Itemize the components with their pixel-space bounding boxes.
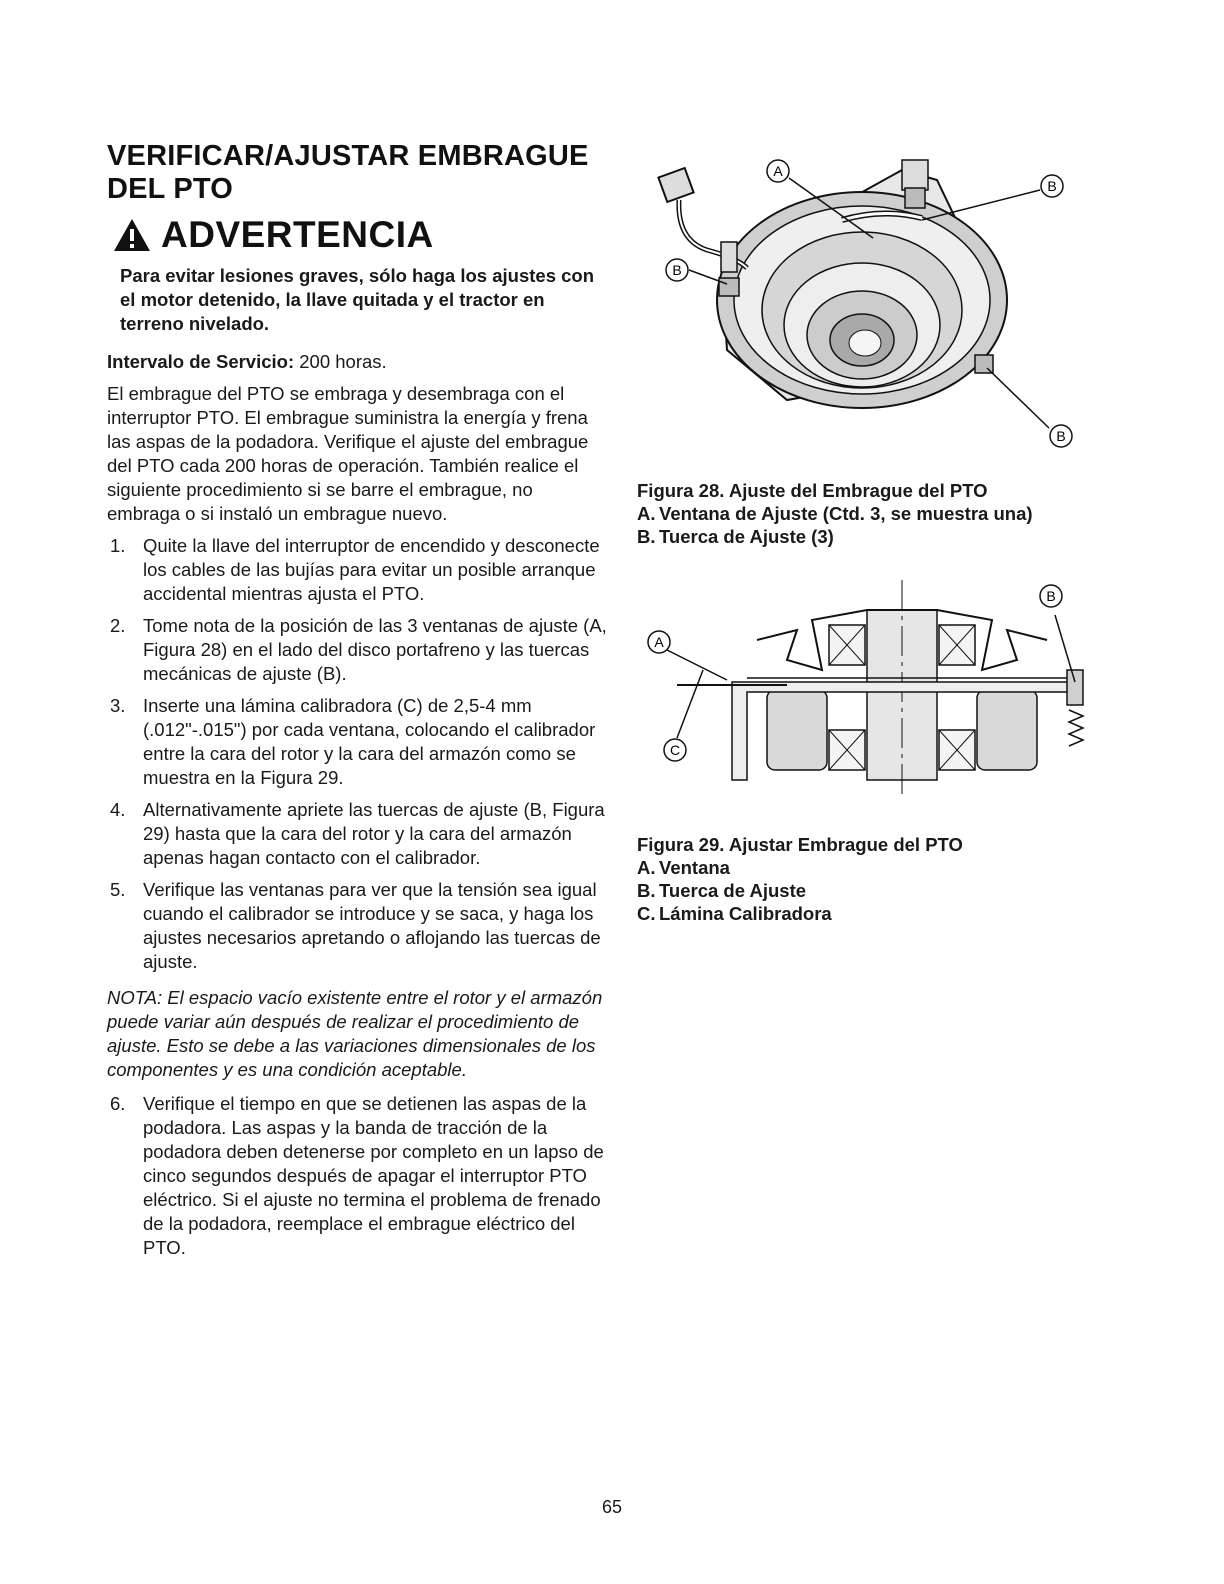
page-number: 65 xyxy=(601,1497,623,1517)
warning-title: ADVERTENCIA xyxy=(161,214,434,255)
note-paragraph: NOTA: El espacio vacío existente entre el rotor y el armazón puede variar aún después de realizar el procedimiento de ajuste. Esto se debe a las variaciones dimensionales de los componentes y es una condición aceptable. xyxy=(107,987,603,1080)
list-item xyxy=(107,1092,607,1260)
step-text: Quite la llave del interruptor de encendido y desconecte los cables de las bujías para evitar un posible arranque accidental mientras ajusta el PTO. xyxy=(143,535,600,604)
step-number: 1. xyxy=(110,535,126,556)
caption-text: Ventana xyxy=(659,857,730,878)
clutch-illustration xyxy=(637,150,1087,470)
caption-item xyxy=(637,856,1117,879)
caption-key: B. xyxy=(637,880,656,901)
step-text: Verifique las ventanas para ver que la tensión sea igual cuando el calibrador se introduce y se saca, y haga los ajustes necesarios apretando o aflojando las tuercas de ajuste. xyxy=(143,879,601,972)
callout-b: B xyxy=(1046,588,1056,604)
list-item xyxy=(107,878,607,974)
figure-28 xyxy=(637,150,1117,548)
figure-29-title: Figura 29. Ajustar Embrague del PTO xyxy=(637,834,963,855)
callout-b: B xyxy=(1056,428,1066,444)
caption-key: A. xyxy=(637,857,656,878)
warning-triangle-icon xyxy=(113,218,151,252)
section-title xyxy=(107,140,607,206)
figure-28-title: Figura 28. Ajuste del Embrague del PTO xyxy=(637,480,988,501)
step-text: Verifique el tiempo en que se detienen las aspas de la podadora. Las aspas y la banda de tracción de la podadora deben detenerse por completo en un lapso de cinco segundos después de apagar el interruptor PTO eléctrico. Si el ajuste no termina el problema de frenado de la podadora, reemplace el embrague eléctrico del PTO. xyxy=(143,1093,604,1258)
step-text: Inserte una lámina calibradora (C) de 2,5-4 mm (.012"-.015") por cada ventana, colocando el calibrador entre la cara del rotor y la cara del armazón como se muestra en la Figura 29. xyxy=(143,695,596,788)
section-title-line1: VERIFICAR/AJUSTAR EMBRAGUE xyxy=(107,140,589,172)
caption-text: Lámina Calibradora xyxy=(659,903,832,924)
caption-key: B. xyxy=(637,526,656,547)
list-item xyxy=(107,534,607,606)
caption-item xyxy=(637,879,1117,902)
warning-header xyxy=(113,214,607,256)
service-interval xyxy=(107,350,607,374)
step-number: 5. xyxy=(110,879,126,900)
callout-b: B xyxy=(672,262,682,278)
step-number: 3. xyxy=(110,695,126,716)
clutch-cross-section xyxy=(637,570,1087,800)
right-column xyxy=(637,150,1117,925)
steps-list-continued xyxy=(107,1092,607,1260)
figure-28-caption xyxy=(637,479,1117,548)
caption-text: Ventana de Ajuste (Ctd. 3, se muestra una) xyxy=(659,503,1033,524)
intro-paragraph: El embrague del PTO se embraga y desembraga con el interruptor PTO. El embrague suministra la energía y frena las aspas de la podadora. Verifique el ajuste del embrague del PTO cada 200 horas de operación. También realice el siguiente procedimiento si se barre el embrague, no embraga o si instaló un embrague nuevo. xyxy=(107,383,589,524)
callout-a: A xyxy=(773,163,783,179)
step-text: Tome nota de la posición de las 3 ventanas de ajuste (A, Figura 28) en el lado del disco portafreno y las tuercas mecánicas de ajuste (B). xyxy=(143,615,607,684)
list-item xyxy=(107,614,607,686)
steps-list xyxy=(107,534,607,974)
step-number: 4. xyxy=(110,799,126,820)
caption-item xyxy=(637,502,1117,525)
callout-a: A xyxy=(654,634,664,650)
step-text: Alternativamente apriete las tuercas de ajuste (B, Figura 29) hasta que la cara del rotor y la cara del armazón apenas hagan contacto con el calibrador. xyxy=(143,799,605,868)
service-interval-label: Intervalo de Servicio: xyxy=(107,351,295,372)
service-interval-value: 200 horas. xyxy=(299,351,387,372)
callout-c: C xyxy=(669,742,681,758)
section-title-line2: DEL PTO xyxy=(107,173,234,205)
caption-text: Tuerca de Ajuste (3) xyxy=(659,526,834,547)
caption-text: Tuerca de Ajuste xyxy=(659,880,807,901)
caption-key: C. xyxy=(637,903,656,924)
figure-29 xyxy=(637,570,1117,925)
caption-key: A. xyxy=(637,503,656,524)
warning-text: Para evitar lesiones graves, sólo haga los ajustes con el motor detenido, la llave quitada y el tractor en terreno nivelado. xyxy=(120,265,595,334)
list-item xyxy=(107,694,607,790)
caption-item xyxy=(637,902,1117,925)
left-column xyxy=(107,140,607,1268)
step-number: 6. xyxy=(110,1093,126,1114)
step-number: 2. xyxy=(110,615,126,636)
callout-b: B xyxy=(1047,178,1057,194)
list-item xyxy=(107,798,607,870)
caption-item xyxy=(637,525,1117,548)
figure-29-caption xyxy=(637,833,1117,925)
